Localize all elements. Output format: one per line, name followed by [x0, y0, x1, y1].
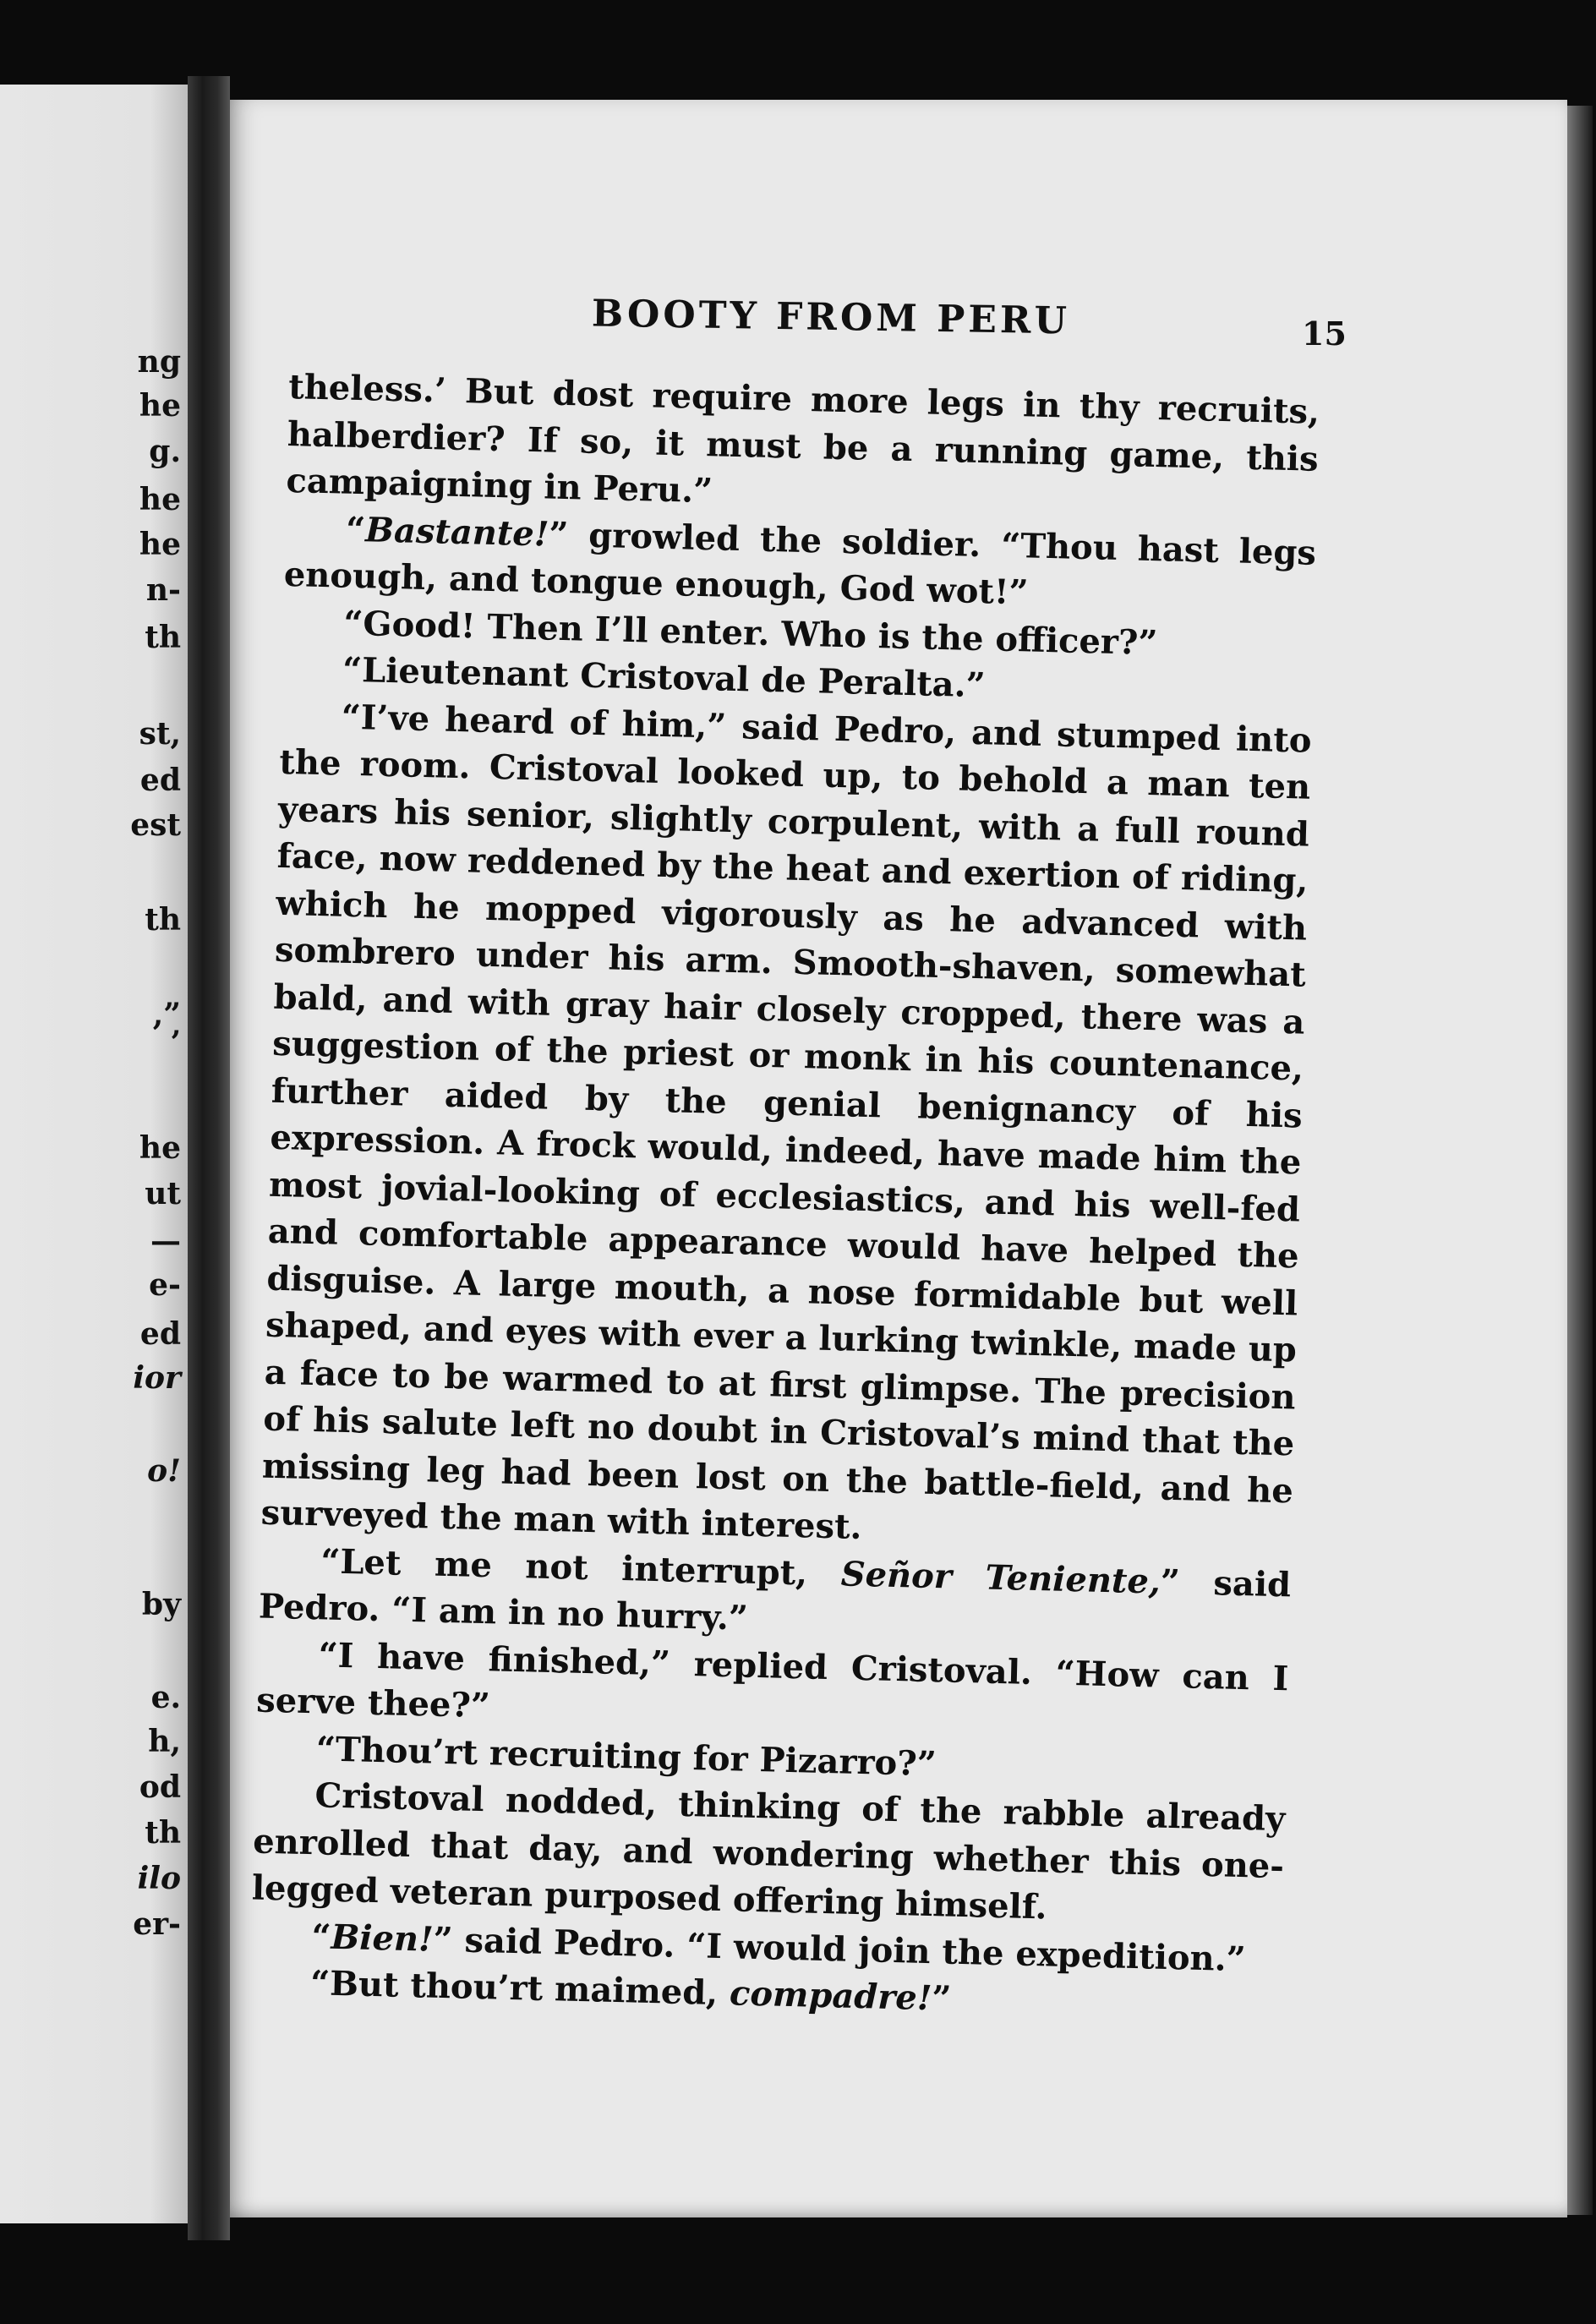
previous-page-fragment: th [145, 620, 181, 655]
previous-page-fragment: th [145, 1815, 181, 1851]
text-run: ” growled the soldier. “Thou hast legs enough, and tongue enough, God wot!” [283, 514, 1317, 613]
previous-page-fragment: he [139, 482, 181, 517]
previous-page-fragment: he [139, 527, 181, 562]
previous-page-fragment: st, [139, 716, 181, 752]
text-run: “I’ve heard of him,” said Pedro, and stumped into the room. Cristoval looked up, to behold a man ten years his senior, slightly corpulent, with a full round face, now reddened by the heat and exertion of riding, which he mopped vigorously as he advanced with sombrero under his arm. Smooth-shaven, somewhat bald, and with gray hair closely cropped, there was a suggestion of the priest or monk in his countenance, further aided by the genial benignancy of his expression. A frock would, indeed, have made him the most jovial-looking of ecclesiastics, and his well-fed and comfortable appearance would have helped the disguise. A large mouth, a nose formidable but well shaped, and eyes with ever a lurking twinkle, made up a face to be warmed to at first glimpse. The precision of his salute left no doubt in Cristoval’s mind that the missing leg had been lost on the battle-field, and he surveyed the man with interest. [260, 697, 1313, 1547]
text-run: “Lieutenant Cristoval de Peralta.” [342, 649, 987, 706]
page-body-text [249, 364, 1320, 2031]
book-page [230, 100, 1567, 2217]
page-edge-shadow [1567, 106, 1593, 2215]
previous-page-fragment: est [130, 807, 181, 843]
text-run: “Good! Then I’ll enter. Who is the officer?” [342, 603, 1158, 663]
previous-page-fragment: e- [149, 1267, 181, 1303]
previous-page-fragment: od [139, 1769, 181, 1805]
previous-page-fragment: — [150, 1223, 181, 1259]
previous-page-fragment: e. [150, 1680, 181, 1715]
paragraph [286, 364, 1320, 529]
previous-page-fragment: ng [137, 344, 181, 380]
previous-page-fragment: ilo [137, 1861, 181, 1896]
text-run: “ [310, 1916, 332, 1957]
page-number: 15 [1302, 314, 1347, 353]
previous-page-fragment: g. [149, 434, 181, 469]
page-header [230, 292, 1567, 353]
paragraph [251, 1771, 1286, 1937]
previous-page-fragment: ut [145, 1176, 181, 1211]
previous-page-fragment: ed [139, 763, 181, 798]
previous-page-fragment: er- [133, 1906, 181, 1942]
italic-phrase: compadre! [729, 1973, 932, 2019]
text-run: ” [931, 1978, 952, 2019]
previous-page-edge [0, 85, 188, 2223]
previous-page-fragment: o! [147, 1453, 181, 1489]
text-run: theless.’ But dost require more legs in thy recruits, halberdier? If so, it must be a running game, this campaigning in Peru.” [286, 366, 1320, 511]
text-run: ” said Pedro. “I would join the expedition.” [433, 1919, 1247, 1979]
previous-page-fragment: n- [145, 572, 181, 608]
previous-page-fragment: h, [148, 1724, 181, 1759]
italic-phrase: Bastante! [364, 509, 549, 555]
text-run: “I have finished,” replied Cristoval. “How can I serve thee?” [255, 1634, 1289, 1726]
text-run: Cristoval nodded, thinking of the rabble already enrolled that day, and wondering whether this one-legged veteran purposed offering himself. [251, 1775, 1286, 1928]
previous-page-fragment: by [141, 1587, 181, 1622]
paragraph [260, 692, 1312, 1561]
text-run: “Let me not interrupt, [320, 1540, 842, 1594]
previous-page-fragment: ior [133, 1360, 181, 1396]
running-title: BOOTY FROM PERU [591, 292, 1071, 343]
previous-page-fragment: th [145, 902, 181, 938]
book-spine-gutter [188, 76, 230, 2240]
italic-phrase: Bien! [330, 1917, 435, 1960]
text-run: “Thou’rt recruiting for Pizarro?” [315, 1728, 937, 1784]
previous-page-fragment: ed [139, 1316, 181, 1352]
text-run: “But thou’rt maimed, [309, 1963, 730, 2014]
previous-page-fragment: ,” [152, 997, 181, 1032]
previous-page-fragment: he [139, 1130, 181, 1166]
italic-phrase: Señor Teniente, [840, 1553, 1161, 1602]
text-run: “ [345, 509, 366, 550]
previous-page-fragment: ’ [170, 1025, 181, 1060]
previous-page-fragment: he [139, 388, 181, 424]
text-run: ” said Pedro. “I am in no hurry.” [258, 1561, 1292, 1638]
